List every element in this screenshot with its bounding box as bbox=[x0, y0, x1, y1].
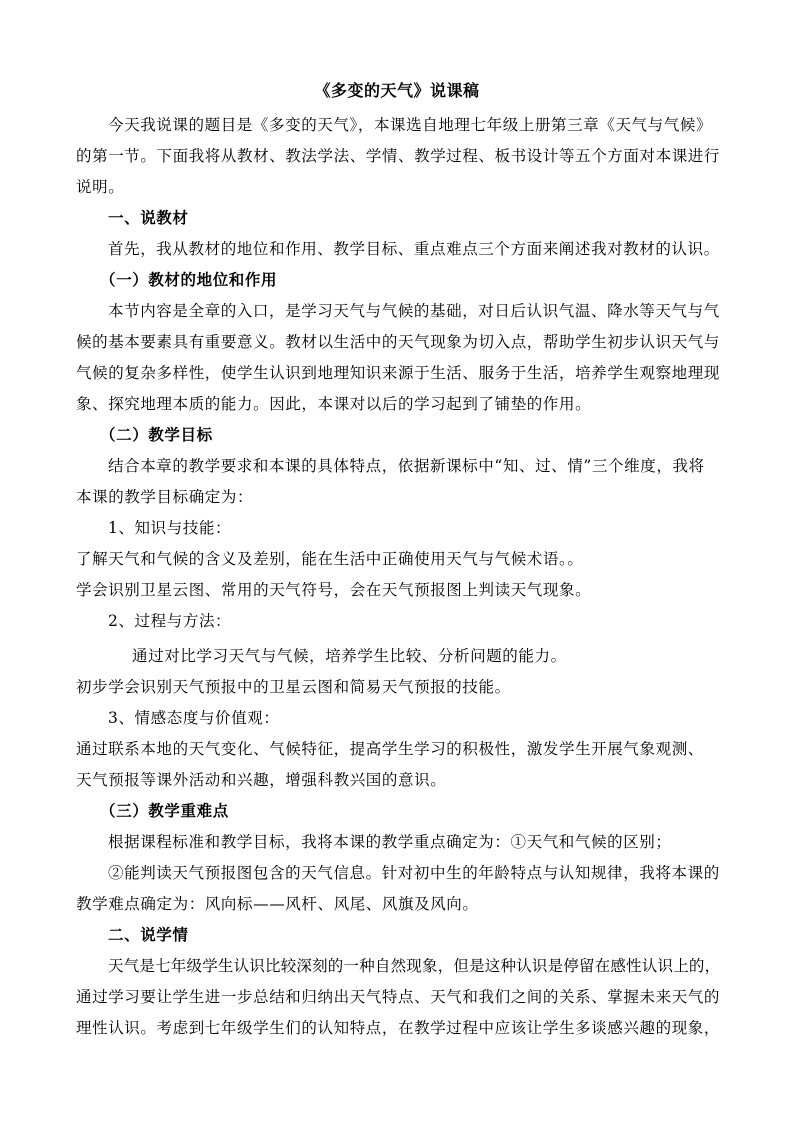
subsection-heading: （二）教学目标 bbox=[100, 425, 213, 444]
list-heading: 2、过程与方法： bbox=[108, 612, 232, 630]
paragraph-line: 天气是七年级学生认识比较深刻的一种自然现象，但是这种认识是停留在感性认识上的， bbox=[108, 957, 721, 975]
paragraph-line: 理性认识。考虑到七年级学生们的认知特点，在教学过程中应该让学生多谈感兴趣的现象， bbox=[76, 1019, 721, 1037]
paragraph-line: 候的基本要素具有重要意义。教材以生活中的天气现象为切入点，帮助学生初步认识天气与 bbox=[76, 333, 721, 351]
section-heading: 一、说教材 bbox=[108, 208, 189, 227]
paragraph-line: 根据课程标准和教学目标，我将本课的教学重点确定为：①天气和气候的区别； bbox=[108, 833, 672, 851]
subsection-heading: （三）教学重难点 bbox=[100, 801, 229, 820]
paragraph-line: 天气预报等课外活动和兴趣，增强科教兴国的意识。 bbox=[76, 771, 447, 789]
paragraph-line: 通过联系本地的天气变化、气候特征，提高学生学习的积极性，激发学生开展气象观测、 bbox=[76, 740, 704, 758]
paragraph-line: 通过学习要让学生进一步总结和归纳出天气特点、天气和我们之间的关系、掌握未来天气的 bbox=[76, 988, 721, 1006]
paragraph-line: 初步学会识别天气预报中的卫星云图和简易天气预报的技能。 bbox=[76, 678, 511, 696]
paragraph-line: 气候的复杂多样性，使学生认识到地理知识来源于生活、服务于生活，培养学生观察地理现 bbox=[76, 364, 721, 382]
paragraph-line: 本课的教学目标确定为： bbox=[76, 488, 254, 506]
list-heading: 3、情感态度与价值观： bbox=[108, 709, 280, 727]
paragraph-line: ②能判读天气预报图包含的天气信息。针对初中生的年龄特点与认知规律，我将本课的 bbox=[108, 864, 720, 882]
subsection-heading: （一）教材的地位和作用 bbox=[100, 270, 278, 289]
paragraph-line: 教学难点确定为：风向标——风杆、风尾、风旗及风向。 bbox=[76, 895, 479, 913]
section-heading: 二、说学情 bbox=[108, 925, 189, 944]
paragraph-line: 通过对比学习天气与气候，培养学生比较、分析问题的能力。 bbox=[132, 647, 567, 665]
paragraph-line: 的第一节。下面我将从教材、教法学法、学情、教学过程、板书设计等五个方面对本课进行 bbox=[76, 147, 721, 165]
document-title: 《多变的天气》说课稿 bbox=[314, 81, 480, 100]
paragraph-line: 学会识别卫星云图、常用的天气符号，会在天气预报图上判读天气现象。 bbox=[76, 581, 592, 599]
paragraph-line: 说明。 bbox=[76, 178, 125, 196]
paragraph-line: 结合本章的教学要求和本课的具体特点，依据新课标中“知、过、情”三个维度，我将 bbox=[108, 457, 705, 475]
paragraph-line: 象、探究地理本质的能力。因此，本课对以后的学习起到了铺垫的作用。 bbox=[76, 395, 592, 413]
paragraph-line: 今天我说课的题目是《多变的天气》，本课选自地理七年级上册第三章《天气与气候》 bbox=[108, 116, 713, 134]
paragraph-line: 首先，我从教材的地位和作用、教学目标、重点难点三个方面来阐述我对教材的认识。 bbox=[108, 240, 720, 258]
paragraph-line: 本节内容是全章的入口，是学习天气与气候的基础，对日后认识气温、降水等天气与气 bbox=[108, 302, 720, 320]
paragraph-line: 了解天气和气候的含义及差别，能在生活中正确使用天气与气候术语。。 bbox=[76, 550, 584, 568]
list-heading: 1、知识与技能： bbox=[108, 519, 232, 537]
